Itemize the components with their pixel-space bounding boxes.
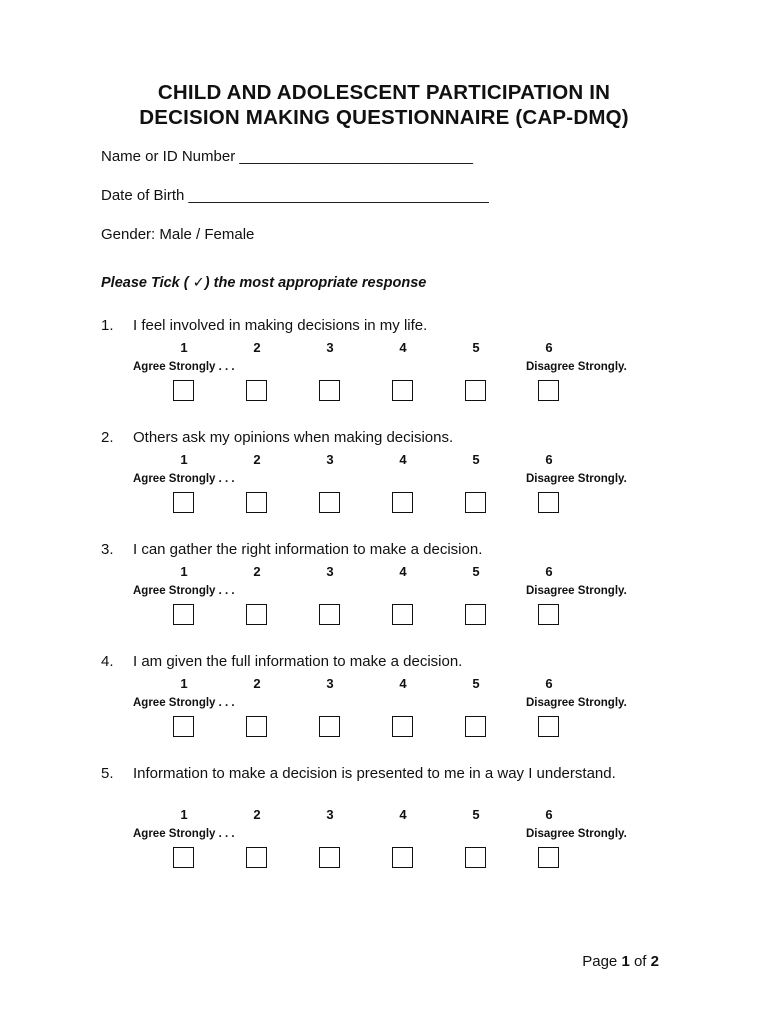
scale-number-2: 2: [253, 807, 261, 822]
agree-strongly-label: Agree Strongly . . .: [133, 473, 235, 485]
response-checkbox-4[interactable]: [392, 380, 413, 401]
scale-number-6: 6: [545, 564, 553, 579]
scale-number-3: 3: [326, 676, 334, 691]
page-label: Page: [582, 953, 618, 970]
response-checkbox-1[interactable]: [173, 380, 194, 401]
response-checkbox-1[interactable]: [173, 716, 194, 737]
scale-number-1: 1: [180, 807, 188, 822]
scale-number-5: 5: [472, 564, 480, 579]
response-checkbox-3[interactable]: [319, 492, 340, 513]
question-number: 2.: [101, 429, 114, 446]
response-checkbox-6[interactable]: [538, 380, 559, 401]
scale-number-3: 3: [326, 564, 334, 579]
page-current: 1: [621, 953, 630, 970]
scale-number-4: 4: [399, 676, 407, 691]
response-checkbox-1[interactable]: [173, 847, 194, 868]
agree-strongly-label: Agree Strongly . . .: [133, 361, 235, 373]
response-checkbox-6[interactable]: [538, 604, 559, 625]
response-checkbox-2[interactable]: [246, 847, 267, 868]
scale-number-4: 4: [399, 807, 407, 822]
agree-strongly-label: Agree Strongly . . .: [133, 697, 235, 709]
question-number: 3.: [101, 541, 114, 558]
scale-number-2: 2: [253, 564, 261, 579]
scale-number-2: 2: [253, 676, 261, 691]
question-number: 1.: [101, 317, 114, 334]
scale-number-1: 1: [180, 452, 188, 467]
name-id-field[interactable]: Name or ID Number ____________________________: [101, 148, 473, 165]
scale-number-6: 6: [545, 340, 553, 355]
response-checkbox-3[interactable]: [319, 847, 340, 868]
scale-number-1: 1: [180, 564, 188, 579]
response-checkbox-2[interactable]: [246, 716, 267, 737]
response-checkbox-1[interactable]: [173, 492, 194, 513]
scale-number-1: 1: [180, 340, 188, 355]
disagree-strongly-label: Disagree Strongly.: [526, 473, 627, 485]
scale-number-6: 6: [545, 676, 553, 691]
instruction-text: Please Tick ( ✓) the most appropriate response: [101, 275, 427, 291]
scale-number-3: 3: [326, 452, 334, 467]
scale-number-2: 2: [253, 340, 261, 355]
scale-number-2: 2: [253, 452, 261, 467]
response-checkbox-2[interactable]: [246, 492, 267, 513]
scale-number-4: 4: [399, 564, 407, 579]
page-title: [0, 80, 768, 130]
question-text: I feel involved in making decisions in my life.: [133, 317, 428, 334]
scale-number-4: 4: [399, 452, 407, 467]
page-total: 2: [650, 953, 659, 970]
response-checkbox-6[interactable]: [538, 716, 559, 737]
gender-field[interactable]: Gender: Male / Female: [101, 226, 255, 243]
response-checkbox-3[interactable]: [319, 716, 340, 737]
disagree-strongly-label: Disagree Strongly.: [526, 828, 627, 840]
title-line-1: CHILD AND ADOLESCENT PARTICIPATION IN: [157, 81, 611, 104]
scale-number-3: 3: [326, 340, 334, 355]
scale-number-3: 3: [326, 807, 334, 822]
response-checkbox-3[interactable]: [319, 604, 340, 625]
response-checkbox-1[interactable]: [173, 604, 194, 625]
response-checkbox-5[interactable]: [465, 380, 486, 401]
agree-strongly-label: Agree Strongly . . .: [133, 585, 235, 597]
disagree-strongly-label: Disagree Strongly.: [526, 585, 627, 597]
page-footer: [582, 953, 659, 970]
response-checkbox-3[interactable]: [319, 380, 340, 401]
response-checkbox-4[interactable]: [392, 716, 413, 737]
question-text: I can gather the right information to make a decision.: [133, 541, 483, 558]
response-checkbox-4[interactable]: [392, 847, 413, 868]
response-checkbox-6[interactable]: [538, 492, 559, 513]
scale-number-1: 1: [180, 676, 188, 691]
response-checkbox-5[interactable]: [465, 847, 486, 868]
scale-number-5: 5: [472, 452, 480, 467]
scale-number-5: 5: [472, 340, 480, 355]
response-checkbox-5[interactable]: [465, 716, 486, 737]
title-line-2: DECISION MAKING QUESTIONNAIRE (CAP-DMQ): [139, 106, 629, 129]
question-text: Others ask my opinions when making decisions.: [133, 429, 454, 446]
response-checkbox-5[interactable]: [465, 604, 486, 625]
response-checkbox-2[interactable]: [246, 380, 267, 401]
disagree-strongly-label: Disagree Strongly.: [526, 361, 627, 373]
question-number: 5.: [101, 765, 114, 782]
date-of-birth-field[interactable]: Date of Birth ____________________________________: [101, 187, 489, 204]
question-text: Information to make a decision is presented to me in a way I understand.: [133, 765, 616, 782]
response-checkbox-2[interactable]: [246, 604, 267, 625]
scale-number-4: 4: [399, 340, 407, 355]
disagree-strongly-label: Disagree Strongly.: [526, 697, 627, 709]
agree-strongly-label: Agree Strongly . . .: [133, 828, 235, 840]
question-text: I am given the full information to make a decision.: [133, 653, 463, 670]
scale-number-6: 6: [545, 807, 553, 822]
scale-number-6: 6: [545, 452, 553, 467]
response-checkbox-4[interactable]: [392, 492, 413, 513]
scale-number-5: 5: [472, 676, 480, 691]
scale-number-5: 5: [472, 807, 480, 822]
response-checkbox-5[interactable]: [465, 492, 486, 513]
response-checkbox-6[interactable]: [538, 847, 559, 868]
question-number: 4.: [101, 653, 114, 670]
response-checkbox-4[interactable]: [392, 604, 413, 625]
of-label: of: [633, 953, 647, 970]
